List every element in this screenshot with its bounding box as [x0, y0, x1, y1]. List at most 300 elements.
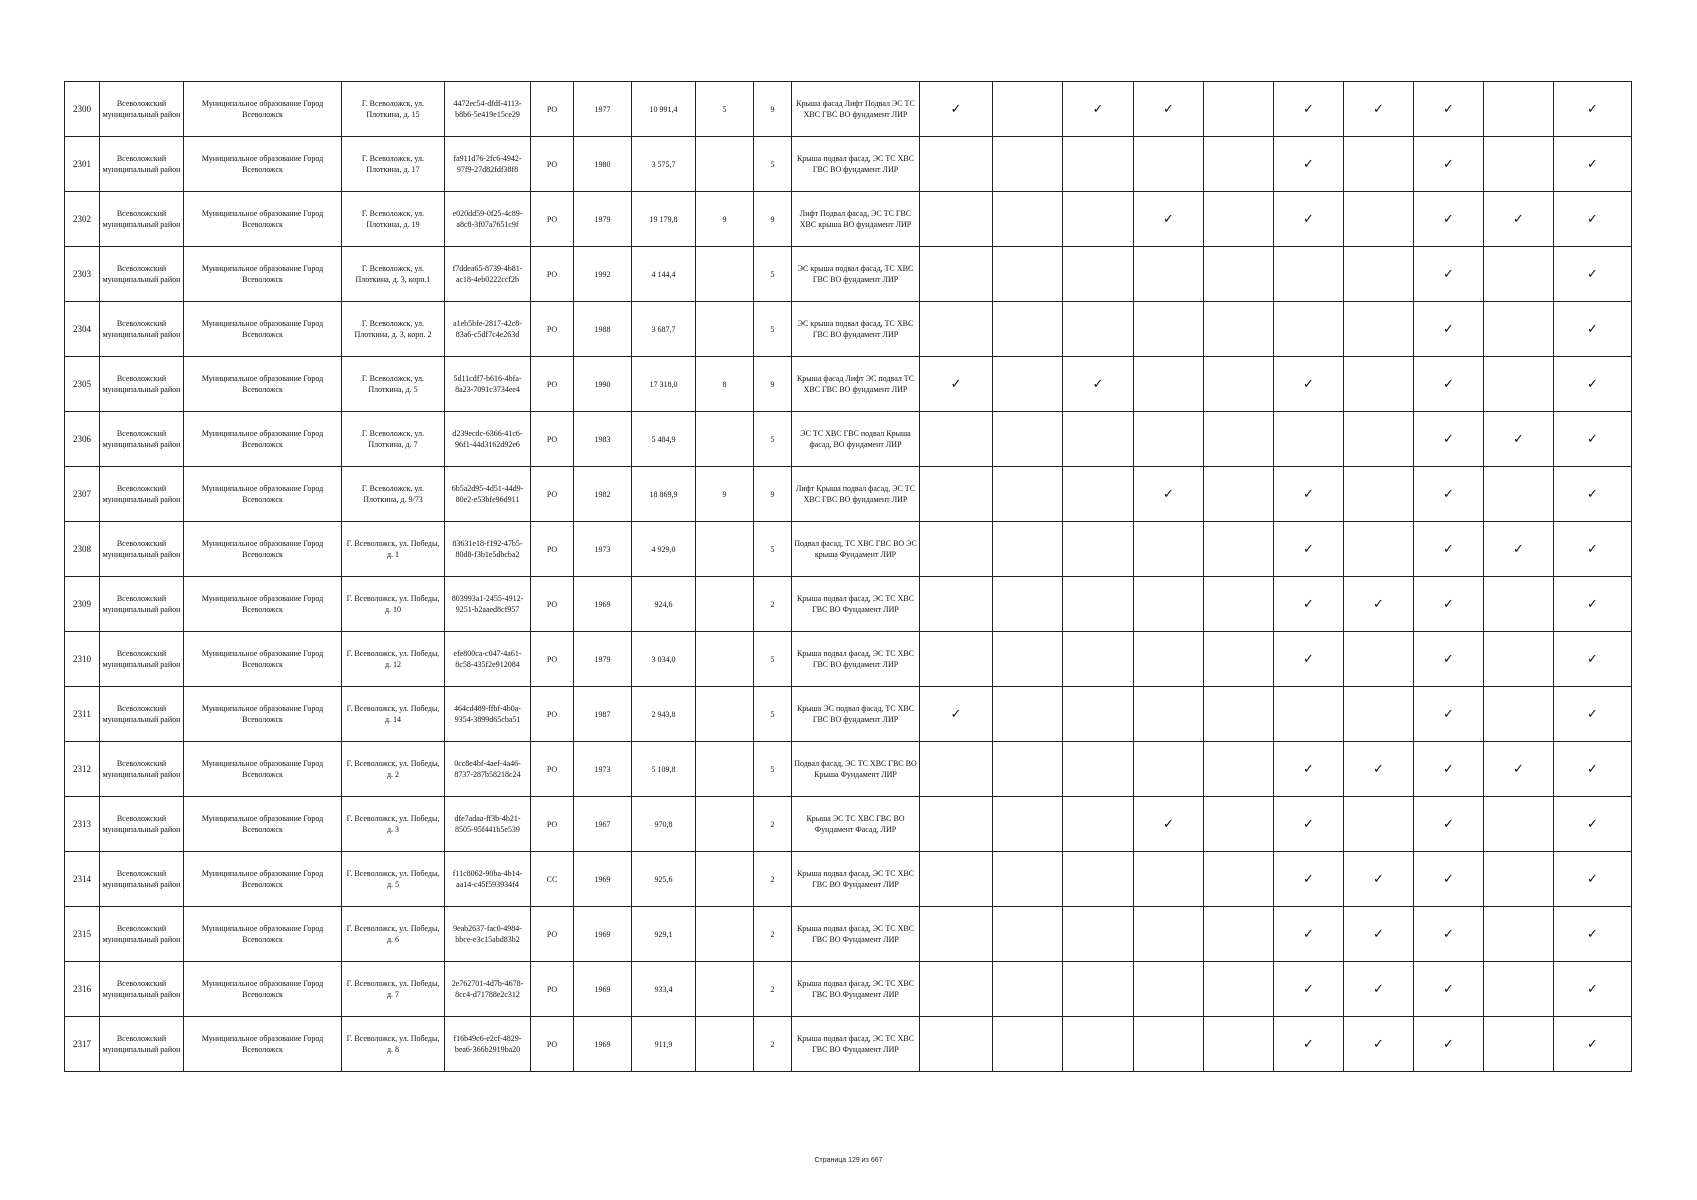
- work-flag-cell: [1344, 467, 1414, 522]
- work-flag-cell: [1063, 687, 1134, 742]
- year-built-cell: 1977: [574, 82, 632, 137]
- table-row: [65, 247, 1632, 302]
- table-row: [65, 687, 1632, 742]
- district-cell: Всеволожский муниципальный район: [100, 797, 184, 852]
- check-mark-icon: ✓: [1513, 541, 1524, 557]
- work-flag-cell: [1554, 742, 1632, 797]
- work-flag-cell: [1414, 137, 1484, 192]
- work-flag-cell: [1554, 1017, 1632, 1072]
- check-mark-icon: ✓: [1587, 266, 1598, 282]
- year-built-cell: 1973: [574, 522, 632, 577]
- district-cell: Всеволожский муниципальный район: [100, 137, 184, 192]
- work-flag-cell: [1134, 522, 1204, 577]
- work-flag-cell: [1063, 742, 1134, 797]
- municipality-cell: Муниципальное образование Город Всеволожск: [184, 632, 342, 687]
- check-mark-icon: ✓: [1373, 761, 1384, 777]
- work-flag-cell: [1134, 907, 1204, 962]
- work-flag-cell: [1414, 522, 1484, 577]
- floors-cell: 2: [754, 852, 792, 907]
- check-mark-icon: ✓: [1373, 596, 1384, 612]
- planned-works-cell: Крыша подвал фасад, ЭС ТС ХВС ГВС ВО Фундамент ЛИР: [792, 962, 920, 1017]
- municipality-cell: Муниципальное образование Город Всеволожск: [184, 1017, 342, 1072]
- year-built-cell: 1969: [574, 852, 632, 907]
- work-flag-cell: [920, 247, 993, 302]
- check-mark-icon: ✓: [1303, 101, 1314, 117]
- row-number-cell: 2308: [65, 522, 100, 577]
- work-flag-cell: [1554, 687, 1632, 742]
- municipality-cell: Муниципальное образование Город Всеволожск: [184, 522, 342, 577]
- row-number-cell: 2305: [65, 357, 100, 412]
- planned-works-cell: Лифт Подвал фасад, ЭС ТС ГВС ХВС крыша ВО фундамент ЛИР: [792, 192, 920, 247]
- check-mark-icon: ✓: [1587, 926, 1598, 942]
- check-mark-icon: ✓: [1303, 926, 1314, 942]
- check-mark-icon: ✓: [1443, 816, 1454, 832]
- check-mark-icon: ✓: [1513, 431, 1524, 447]
- work-flag-cell: [1204, 907, 1274, 962]
- management-type-cell: РО: [531, 192, 574, 247]
- district-cell: Всеволожский муниципальный район: [100, 577, 184, 632]
- work-flag-cell: [993, 412, 1063, 467]
- planned-works-cell: Крыша ЭС подвал фасад, ТС ХВС ГВС ВО фундамент ЛИР: [792, 687, 920, 742]
- entrances-cell: [696, 632, 754, 687]
- floors-cell: 5: [754, 742, 792, 797]
- work-flag-cell: [1344, 632, 1414, 687]
- work-flag-cell: [1554, 577, 1632, 632]
- district-cell: Всеволожский муниципальный район: [100, 632, 184, 687]
- work-flag-cell: [1414, 1017, 1484, 1072]
- district-cell: Всеволожский муниципальный район: [100, 522, 184, 577]
- municipality-cell: Муниципальное образование Город Всеволожск: [184, 247, 342, 302]
- work-flag-cell: [920, 852, 993, 907]
- municipality-cell: Муниципальное образование Город Всеволожск: [184, 742, 342, 797]
- year-built-cell: 1992: [574, 247, 632, 302]
- check-mark-icon: ✓: [1373, 981, 1384, 997]
- district-cell: Всеволожский муниципальный район: [100, 192, 184, 247]
- total-area-cell: 18 869,9: [632, 467, 696, 522]
- entrances-cell: [696, 522, 754, 577]
- building-guid-cell: a1eb5bfe-2817-42c8-83a6-c5df7c4e263d: [445, 302, 531, 357]
- entrances-cell: 8: [696, 357, 754, 412]
- check-mark-icon: ✓: [1303, 541, 1314, 557]
- year-built-cell: 1983: [574, 412, 632, 467]
- year-built-cell: 1987: [574, 687, 632, 742]
- check-mark-icon: ✓: [1163, 211, 1174, 227]
- work-flag-cell: [1484, 137, 1554, 192]
- total-area-cell: 924,6: [632, 577, 696, 632]
- management-type-cell: РО: [531, 962, 574, 1017]
- floors-cell: 5: [754, 247, 792, 302]
- check-mark-icon: ✓: [1443, 871, 1454, 887]
- check-mark-icon: ✓: [1587, 101, 1598, 117]
- check-mark-icon: ✓: [1303, 981, 1314, 997]
- work-flag-cell: [993, 632, 1063, 687]
- work-flag-cell: [1134, 247, 1204, 302]
- address-cell: Г. Всеволожск, ул. Плоткина, д. 15: [342, 82, 445, 137]
- work-flag-cell: [1204, 137, 1274, 192]
- address-cell: Г. Всеволожск, ул. Победы, д. 12: [342, 632, 445, 687]
- work-flag-cell: [1414, 357, 1484, 412]
- check-mark-icon: ✓: [1443, 211, 1454, 227]
- entrances-cell: [696, 742, 754, 797]
- entrances-cell: [696, 1017, 754, 1072]
- work-flag-cell: [920, 412, 993, 467]
- check-mark-icon: ✓: [1587, 431, 1598, 447]
- floors-cell: 2: [754, 577, 792, 632]
- work-flag-cell: [920, 302, 993, 357]
- work-flag-cell: [920, 632, 993, 687]
- work-flag-cell: [1554, 467, 1632, 522]
- district-cell: Всеволожский муниципальный район: [100, 247, 184, 302]
- work-flag-cell: [1554, 82, 1632, 137]
- work-flag-cell: [1344, 797, 1414, 852]
- work-flag-cell: [1063, 412, 1134, 467]
- building-guid-cell: 4472ec54-dfdf-4113-b8b6-5e419e15ce29: [445, 82, 531, 137]
- table-row: [65, 632, 1632, 687]
- work-flag-cell: [920, 522, 993, 577]
- work-flag-cell: [1344, 522, 1414, 577]
- row-number-cell: 2307: [65, 467, 100, 522]
- address-cell: Г. Всеволожск, ул. Плоткина, д. 9/73: [342, 467, 445, 522]
- check-mark-icon: ✓: [1587, 1036, 1598, 1052]
- work-flag-cell: [1344, 1017, 1414, 1072]
- check-mark-icon: ✓: [1587, 651, 1598, 667]
- check-mark-icon: ✓: [1163, 101, 1174, 117]
- check-mark-icon: ✓: [1303, 596, 1314, 612]
- work-flag-cell: [1344, 412, 1414, 467]
- district-cell: Всеволожский муниципальный район: [100, 82, 184, 137]
- check-mark-icon: ✓: [1092, 101, 1104, 117]
- check-mark-icon: ✓: [1443, 101, 1454, 117]
- total-area-cell: 17 318,0: [632, 357, 696, 412]
- planned-works-cell: Подвал фасад, ТС ХВС ГВС ВО ЭС крыша Фундамент ЛИР: [792, 522, 920, 577]
- check-mark-icon: ✓: [1303, 211, 1314, 227]
- management-type-cell: РО: [531, 632, 574, 687]
- housing-registry-table: [64, 81, 1632, 1072]
- work-flag-cell: [920, 962, 993, 1017]
- municipality-cell: Муниципальное образование Город Всеволожск: [184, 577, 342, 632]
- work-flag-cell: [1554, 247, 1632, 302]
- work-flag-cell: [1484, 907, 1554, 962]
- work-flag-cell: [993, 742, 1063, 797]
- year-built-cell: 1979: [574, 632, 632, 687]
- work-flag-cell: [1134, 467, 1204, 522]
- management-type-cell: РО: [531, 907, 574, 962]
- row-number-cell: 2300: [65, 82, 100, 137]
- address-cell: Г. Всеволожск, ул. Победы, д. 7: [342, 962, 445, 1017]
- municipality-cell: Муниципальное образование Город Всеволожск: [184, 192, 342, 247]
- district-cell: Всеволожский муниципальный район: [100, 412, 184, 467]
- work-flag-cell: [920, 1017, 993, 1072]
- work-flag-cell: [1274, 137, 1344, 192]
- total-area-cell: 19 179,8: [632, 192, 696, 247]
- work-flag-cell: [1063, 302, 1134, 357]
- building-guid-cell: f11c8062-90ba-4b14-aa14-c45f593934f4: [445, 852, 531, 907]
- planned-works-cell: Крыша подвал фасад, ЭС ТС ХВС ГВС ВО Фундамент ЛИР: [792, 852, 920, 907]
- work-flag-cell: [1204, 192, 1274, 247]
- check-mark-icon: ✓: [1587, 156, 1598, 172]
- year-built-cell: 1990: [574, 357, 632, 412]
- work-flag-cell: [1484, 82, 1554, 137]
- planned-works-cell: Крыша ЭС ТС ХВС ГВС ВО Фундамент Фасад, ЛИР: [792, 797, 920, 852]
- check-mark-icon: ✓: [1373, 1036, 1384, 1052]
- entrances-cell: [696, 412, 754, 467]
- total-area-cell: 2 943,8: [632, 687, 696, 742]
- work-flag-cell: [920, 907, 993, 962]
- municipality-cell: Муниципальное образование Город Всеволожск: [184, 962, 342, 1017]
- planned-works-cell: Лифт Крыша подвал фасад, ЭС ТС ХВС ГВС ВО фундамент ЛИР: [792, 467, 920, 522]
- work-flag-cell: [1484, 192, 1554, 247]
- work-flag-cell: [993, 797, 1063, 852]
- floors-cell: 2: [754, 962, 792, 1017]
- work-flag-cell: [1134, 742, 1204, 797]
- building-guid-cell: f7ddea65-8739-4b81-ac18-4eb0222ccf2b: [445, 247, 531, 302]
- total-area-cell: 4 144,4: [632, 247, 696, 302]
- address-cell: Г. Всеволожск, ул. Плоткина, д. 7: [342, 412, 445, 467]
- management-type-cell: РО: [531, 247, 574, 302]
- work-flag-cell: [1414, 852, 1484, 907]
- building-guid-cell: f16b49c6-e2cf-4829-bea6-366b2919ba20: [445, 1017, 531, 1072]
- work-flag-cell: [1554, 357, 1632, 412]
- work-flag-cell: [1484, 302, 1554, 357]
- table-row: [65, 577, 1632, 632]
- work-flag-cell: [1274, 467, 1344, 522]
- row-number-cell: 2309: [65, 577, 100, 632]
- work-flag-cell: [1063, 522, 1134, 577]
- entrances-cell: [696, 797, 754, 852]
- total-area-cell: 970,8: [632, 797, 696, 852]
- entrances-cell: 9: [696, 192, 754, 247]
- work-flag-cell: [920, 797, 993, 852]
- total-area-cell: 929,1: [632, 907, 696, 962]
- work-flag-cell: [993, 852, 1063, 907]
- work-flag-cell: [1344, 357, 1414, 412]
- work-flag-cell: [1274, 632, 1344, 687]
- work-flag-cell: [1063, 192, 1134, 247]
- work-flag-cell: [1063, 962, 1134, 1017]
- table-row: [65, 192, 1632, 247]
- district-cell: Всеволожский муниципальный район: [100, 687, 184, 742]
- work-flag-cell: [1204, 632, 1274, 687]
- floors-cell: 5: [754, 522, 792, 577]
- work-flag-cell: [1484, 742, 1554, 797]
- work-flag-cell: [1204, 962, 1274, 1017]
- check-mark-icon: ✓: [1303, 156, 1314, 172]
- work-flag-cell: [993, 522, 1063, 577]
- total-area-cell: 3 034,0: [632, 632, 696, 687]
- check-mark-icon: ✓: [1513, 761, 1524, 777]
- management-type-cell: РО: [531, 522, 574, 577]
- row-number-cell: 2311: [65, 687, 100, 742]
- table-row: [65, 962, 1632, 1017]
- work-flag-cell: [1344, 687, 1414, 742]
- district-cell: Всеволожский муниципальный район: [100, 907, 184, 962]
- check-mark-icon: ✓: [1443, 1036, 1454, 1052]
- building-guid-cell: d239ecdc-6366-41c6-96f1-44d3162d92e6: [445, 412, 531, 467]
- work-flag-cell: [1274, 82, 1344, 137]
- row-number-cell: 2301: [65, 137, 100, 192]
- work-flag-cell: [1414, 687, 1484, 742]
- total-area-cell: 5 484,9: [632, 412, 696, 467]
- check-mark-icon: ✓: [1443, 321, 1454, 337]
- year-built-cell: 1969: [574, 907, 632, 962]
- work-flag-cell: [1274, 907, 1344, 962]
- check-mark-icon: ✓: [1443, 706, 1454, 722]
- work-flag-cell: [1414, 247, 1484, 302]
- check-mark-icon: ✓: [1587, 761, 1598, 777]
- work-flag-cell: [1484, 632, 1554, 687]
- entrances-cell: [696, 907, 754, 962]
- total-area-cell: 925,6: [632, 852, 696, 907]
- work-flag-cell: [920, 687, 993, 742]
- address-cell: Г. Всеволожск, ул. Победы, д. 5: [342, 852, 445, 907]
- management-type-cell: РО: [531, 467, 574, 522]
- work-flag-cell: [1344, 302, 1414, 357]
- table-row: [65, 907, 1632, 962]
- check-mark-icon: ✓: [1303, 651, 1314, 667]
- building-guid-cell: 0cc8e4bf-4aef-4a46-8737-287b58218c24: [445, 742, 531, 797]
- work-flag-cell: [1484, 467, 1554, 522]
- work-flag-cell: [993, 137, 1063, 192]
- work-flag-cell: [1063, 632, 1134, 687]
- building-guid-cell: efe800ca-c047-4a61-8c58-435f2e912084: [445, 632, 531, 687]
- work-flag-cell: [1134, 137, 1204, 192]
- work-flag-cell: [1204, 467, 1274, 522]
- floors-cell: 9: [754, 82, 792, 137]
- check-mark-icon: ✓: [1587, 816, 1598, 832]
- floors-cell: 5: [754, 632, 792, 687]
- work-flag-cell: [920, 467, 993, 522]
- table-row: [65, 82, 1632, 137]
- work-flag-cell: [1134, 357, 1204, 412]
- work-flag-cell: [993, 687, 1063, 742]
- year-built-cell: 1988: [574, 302, 632, 357]
- check-mark-icon: ✓: [1443, 761, 1454, 777]
- work-flag-cell: [1134, 302, 1204, 357]
- table-row: [65, 137, 1632, 192]
- work-flag-cell: [1134, 1017, 1204, 1072]
- year-built-cell: 1969: [574, 1017, 632, 1072]
- row-number-cell: 2317: [65, 1017, 100, 1072]
- entrances-cell: [696, 302, 754, 357]
- work-flag-cell: [1134, 577, 1204, 632]
- work-flag-cell: [1414, 192, 1484, 247]
- management-type-cell: РО: [531, 1017, 574, 1072]
- check-mark-icon: ✓: [1443, 596, 1454, 612]
- check-mark-icon: ✓: [1513, 211, 1524, 227]
- address-cell: Г. Всеволожск, ул. Победы, д. 14: [342, 687, 445, 742]
- check-mark-icon: ✓: [1443, 926, 1454, 942]
- entrances-cell: [696, 247, 754, 302]
- work-flag-cell: [993, 962, 1063, 1017]
- work-flag-cell: [1414, 907, 1484, 962]
- management-type-cell: РО: [531, 302, 574, 357]
- management-type-cell: РО: [531, 82, 574, 137]
- district-cell: Всеволожский муниципальный район: [100, 852, 184, 907]
- check-mark-icon: ✓: [1303, 486, 1314, 502]
- floors-cell: 5: [754, 412, 792, 467]
- district-cell: Всеволожский муниципальный район: [100, 302, 184, 357]
- work-flag-cell: [1554, 907, 1632, 962]
- table-row: [65, 852, 1632, 907]
- work-flag-cell: [1554, 962, 1632, 1017]
- entrances-cell: [696, 687, 754, 742]
- entrances-cell: [696, 852, 754, 907]
- floors-cell: 5: [754, 302, 792, 357]
- table-row: [65, 797, 1632, 852]
- work-flag-cell: [1344, 192, 1414, 247]
- building-guid-cell: 6b5a2d95-4d51-44d9-80e2-e53bfe96d911: [445, 467, 531, 522]
- district-cell: Всеволожский муниципальный район: [100, 962, 184, 1017]
- work-flag-cell: [1484, 577, 1554, 632]
- work-flag-cell: [1063, 247, 1134, 302]
- year-built-cell: 1980: [574, 137, 632, 192]
- planned-works-cell: Крыша фасад Лифт Подвал ЭС ТС ХВС ГВС ВО фундамент ЛИР: [792, 82, 920, 137]
- planned-works-cell: Подвал фасад, ЭС ТС ХВС ГВС ВО Крыша Фундамент ЛИР: [792, 742, 920, 797]
- work-flag-cell: [1134, 687, 1204, 742]
- work-flag-cell: [1554, 522, 1632, 577]
- table-row: [65, 522, 1632, 577]
- check-mark-icon: ✓: [1587, 211, 1598, 227]
- check-mark-icon: ✓: [1587, 871, 1598, 887]
- work-flag-cell: [1344, 962, 1414, 1017]
- work-flag-cell: [1274, 302, 1344, 357]
- check-mark-icon: ✓: [1587, 981, 1598, 997]
- work-flag-cell: [1414, 797, 1484, 852]
- year-built-cell: 1969: [574, 962, 632, 1017]
- floors-cell: 9: [754, 467, 792, 522]
- address-cell: Г. Всеволожск, ул. Победы, д. 2: [342, 742, 445, 797]
- work-flag-cell: [1204, 852, 1274, 907]
- work-flag-cell: [920, 137, 993, 192]
- work-flag-cell: [1554, 852, 1632, 907]
- work-flag-cell: [1134, 632, 1204, 687]
- work-flag-cell: [1063, 82, 1134, 137]
- check-mark-icon: ✓: [950, 706, 962, 722]
- check-mark-icon: ✓: [1303, 871, 1314, 887]
- work-flag-cell: [1134, 82, 1204, 137]
- municipality-cell: Муниципальное образование Город Всеволожск: [184, 82, 342, 137]
- management-type-cell: РО: [531, 357, 574, 412]
- work-flag-cell: [1554, 192, 1632, 247]
- entrances-cell: 9: [696, 467, 754, 522]
- work-flag-cell: [1274, 412, 1344, 467]
- check-mark-icon: ✓: [1587, 486, 1598, 502]
- floors-cell: 9: [754, 357, 792, 412]
- municipality-cell: Муниципальное образование Город Всеволожск: [184, 357, 342, 412]
- work-flag-cell: [1414, 302, 1484, 357]
- work-flag-cell: [993, 907, 1063, 962]
- table-row: [65, 412, 1632, 467]
- work-flag-cell: [1204, 522, 1274, 577]
- work-flag-cell: [920, 82, 993, 137]
- check-mark-icon: ✓: [1163, 816, 1174, 832]
- work-flag-cell: [1344, 247, 1414, 302]
- work-flag-cell: [1134, 797, 1204, 852]
- work-flag-cell: [1204, 742, 1274, 797]
- planned-works-cell: Крыша подвал фасад, ЭС ТС ХВС ГВС ВО Фундамент ЛИР: [792, 1017, 920, 1072]
- work-flag-cell: [1063, 467, 1134, 522]
- work-flag-cell: [1274, 797, 1344, 852]
- building-guid-cell: 5d11cdf7-b616-4bfa-8a23-7091c3734ee4: [445, 357, 531, 412]
- check-mark-icon: ✓: [1443, 156, 1454, 172]
- planned-works-cell: ЭС крыша подвал фасад, ТС ХВС ГВС ВО фундамент ЛИР: [792, 302, 920, 357]
- address-cell: Г. Всеволожск, ул. Победы, д. 1: [342, 522, 445, 577]
- work-flag-cell: [993, 302, 1063, 357]
- row-number-cell: 2312: [65, 742, 100, 797]
- check-mark-icon: ✓: [1373, 101, 1384, 117]
- work-flag-cell: [1204, 797, 1274, 852]
- row-number-cell: 2313: [65, 797, 100, 852]
